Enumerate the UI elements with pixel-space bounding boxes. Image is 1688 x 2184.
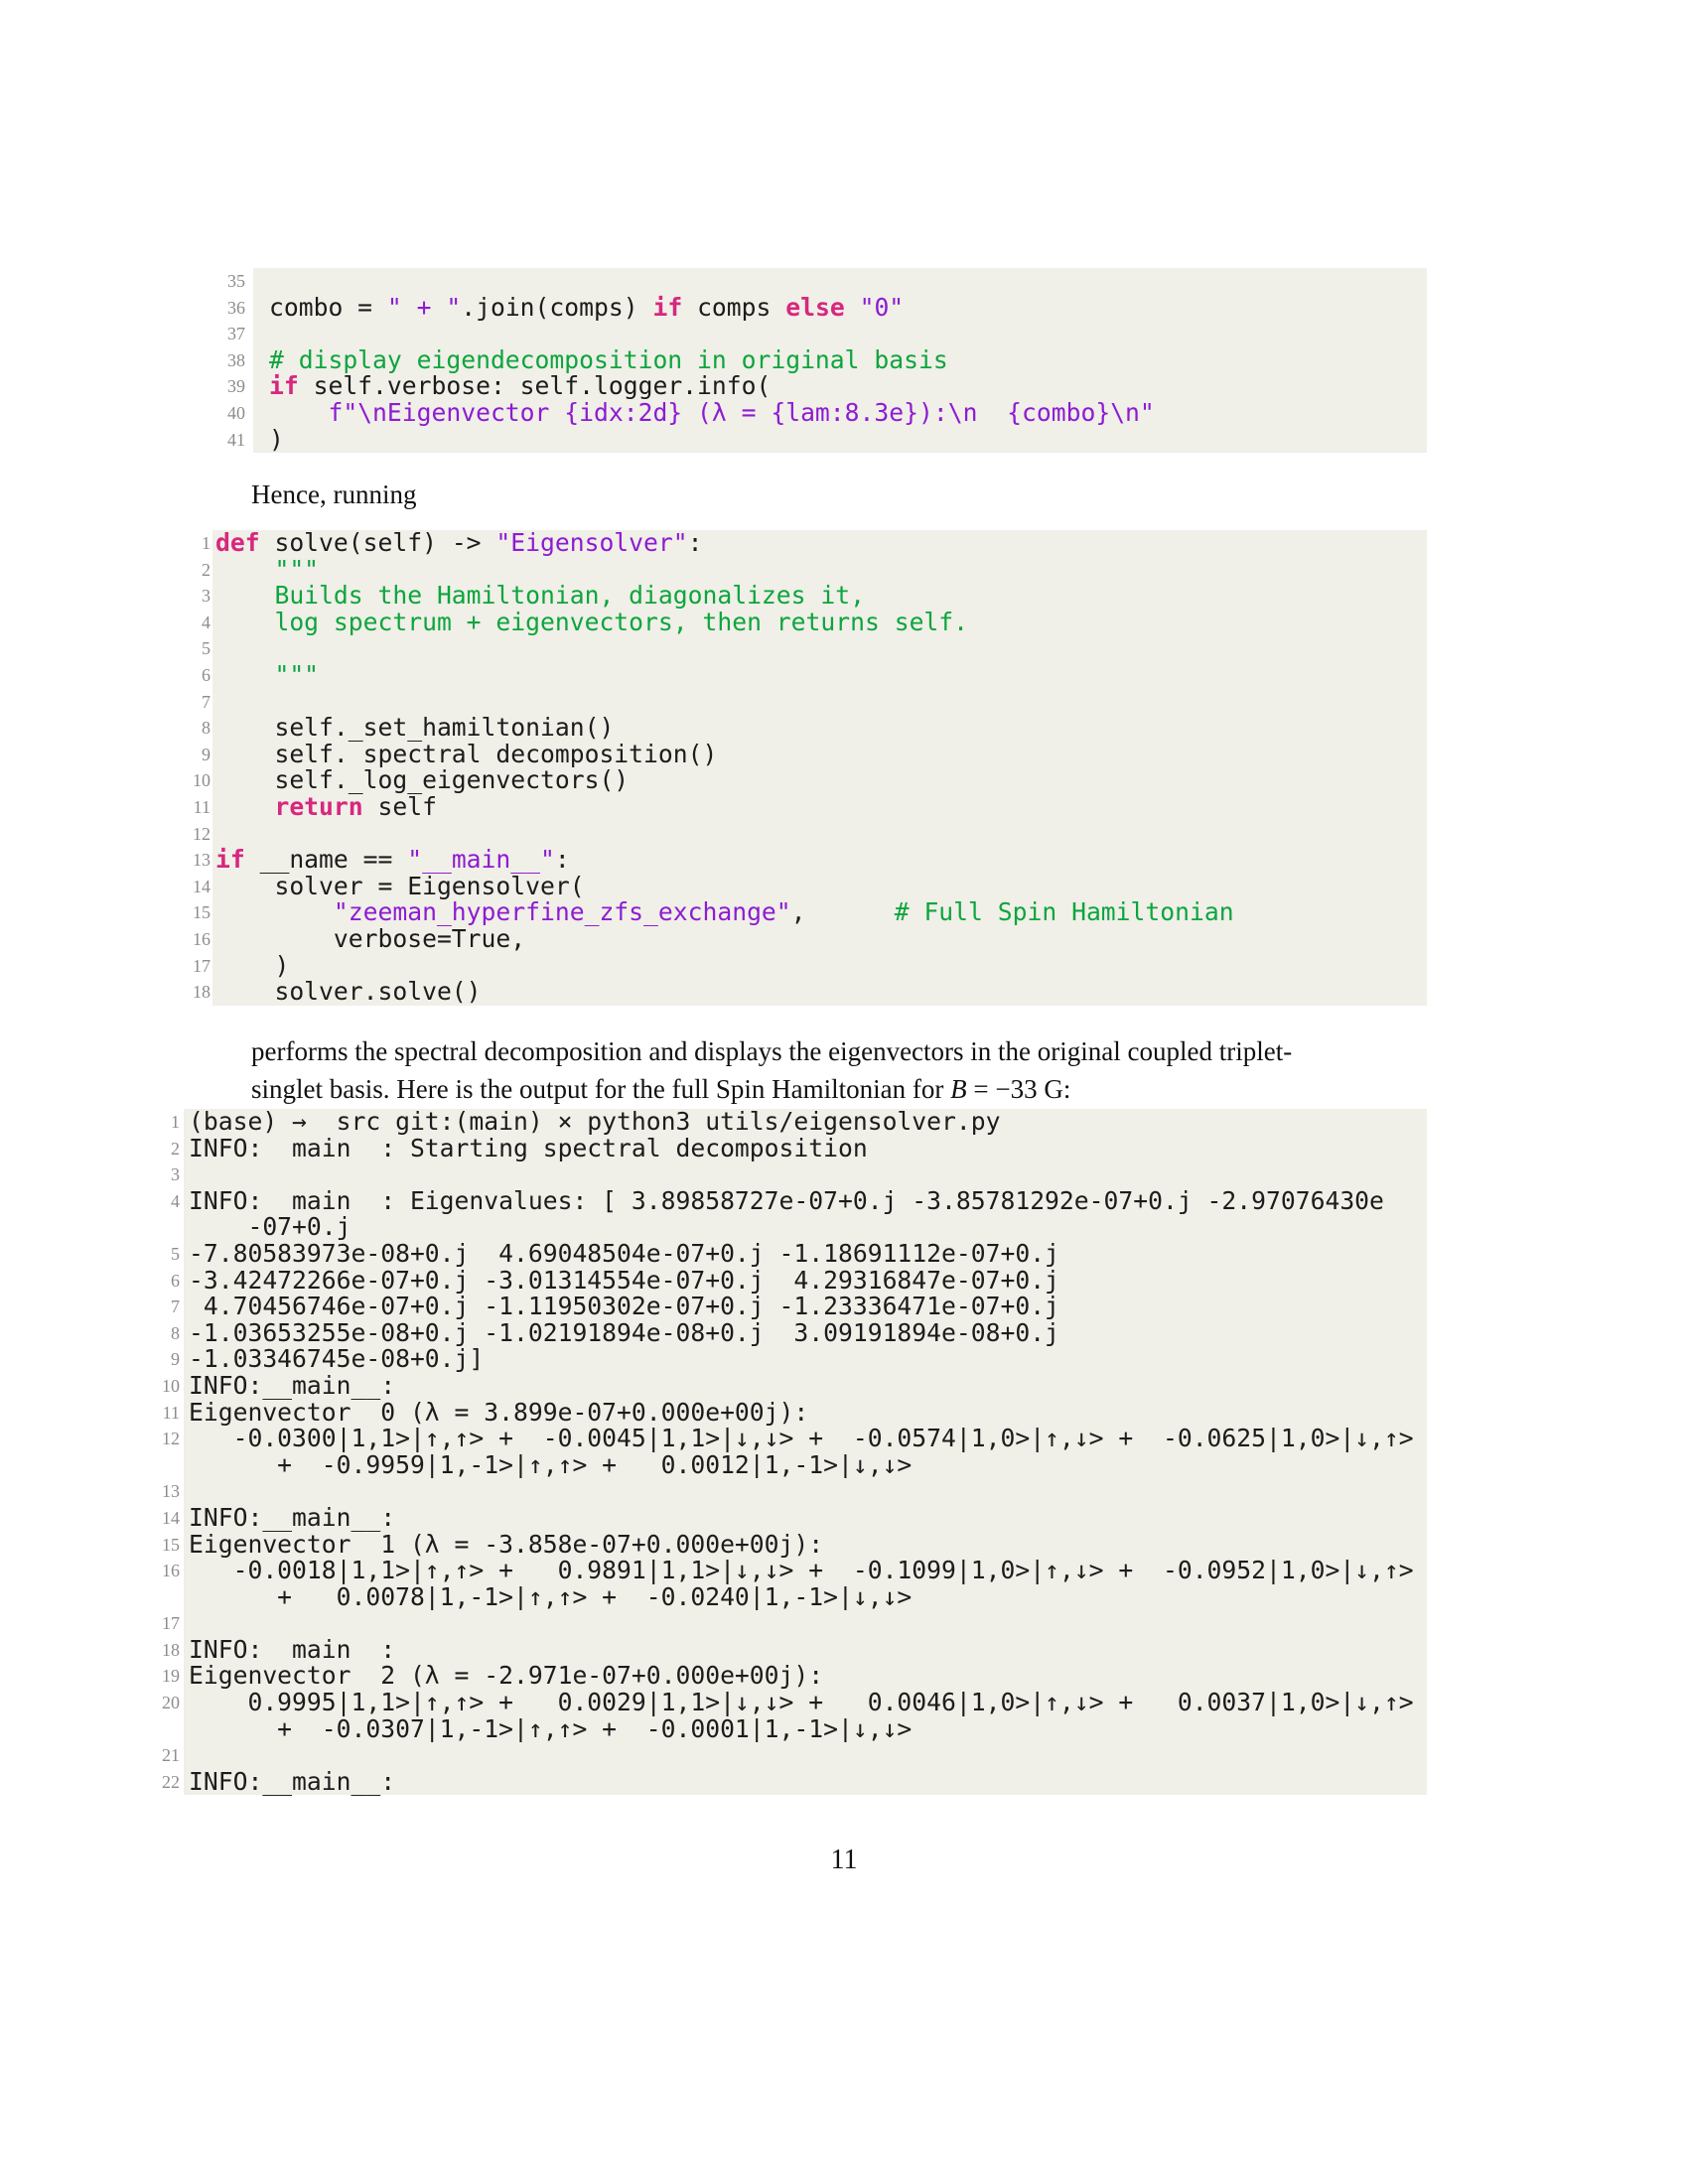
line-number: 12 <box>162 1429 180 1449</box>
code-text <box>184 1502 1427 1532</box>
code-text <box>253 424 1427 454</box>
code-token: ) <box>215 950 290 980</box>
code-token: + 0.0078|1,-1>|↑,↑> + -0.0240|1,-1>|↓,↓> <box>189 1581 913 1611</box>
line-number <box>109 1584 180 1611</box>
code-token: if <box>215 845 245 875</box>
code-block-terminal-output <box>109 1109 1427 1795</box>
code-line <box>109 1214 1427 1241</box>
line-number: 2 <box>171 1138 180 1159</box>
line-number: 18 <box>193 982 211 1003</box>
paragraph <box>251 1033 1443 1108</box>
code-text <box>212 821 1427 848</box>
code-token: ) <box>269 424 284 454</box>
code-token: INFO:__main__: Starting spectral decomposition <box>189 1133 868 1162</box>
line-number: 13 <box>193 850 211 871</box>
line-number: 6 <box>202 664 211 685</box>
code-token: , <box>790 897 895 927</box>
code-token: """ <box>215 554 320 584</box>
line-number: 2 <box>202 559 211 580</box>
line-number: 37 <box>227 324 245 344</box>
line-number: 8 <box>171 1322 180 1343</box>
code-token: return <box>274 791 363 821</box>
hence-running-text: Hence, running <box>251 479 417 509</box>
code-line <box>149 791 1427 821</box>
code-text <box>184 1317 1427 1347</box>
code-line <box>149 847 1427 874</box>
line-number: 19 <box>162 1666 180 1687</box>
line-number: 7 <box>171 1297 180 1317</box>
code-text <box>253 373 1427 400</box>
code-text <box>184 1690 1427 1716</box>
code-token: + -0.9959|1,-1>|↑,↑> + 0.0012|1,-1>|↓,↓> <box>189 1449 913 1479</box>
line-number: 13 <box>162 1481 180 1502</box>
code-token: Eigenvector 0 (λ = 3.899e-07+0.000e+00j): <box>189 1397 809 1427</box>
code-line <box>149 268 1427 295</box>
paragraph-line2-prefix: singlet basis. Here is the output for the full Spin Hamiltonian for <box>251 1073 951 1104</box>
code-token: + -0.0307|1,-1>|↑,↑> + -0.0001|1,-1>|↓,↓> <box>189 1713 913 1743</box>
code-text <box>212 767 1427 794</box>
code-token: -3.42472266e-07+0.j -3.01314554e-07+0.j 4.29316847e-07+0.j <box>189 1265 1059 1295</box>
code-token: """ <box>215 659 320 689</box>
line-number: 17 <box>193 955 211 976</box>
code-text <box>212 847 1427 874</box>
code-line <box>149 530 1427 557</box>
code-text <box>184 1742 1427 1769</box>
line-number: 10 <box>162 1375 180 1396</box>
code-token: Builds the Hamiltonian, diagonalizes it, <box>215 581 865 611</box>
code-line <box>109 1742 1427 1769</box>
line-number: 3 <box>202 586 211 607</box>
line-number: 21 <box>162 1745 180 1766</box>
line-number: 4 <box>171 1190 180 1211</box>
code-line <box>149 979 1427 1006</box>
line-number: 14 <box>162 1507 180 1528</box>
code-token: "zeeman_hyperfine_zfs_exchange" <box>333 897 791 927</box>
line-number: 11 <box>193 796 211 817</box>
code-text <box>212 899 1427 926</box>
code-text <box>253 268 1427 295</box>
code-token: solve(self) -> <box>259 528 496 557</box>
code-text <box>184 1346 1427 1373</box>
code-line <box>109 1478 1427 1505</box>
code-line <box>109 1109 1427 1136</box>
code-text <box>184 1238 1427 1268</box>
code-token: 0.9995|1,1>|↑,↑> + 0.0029|1,1>|↓,↓> + 0.0046|1,0>|↑,↓> + 0.0037|1,0>|↓,↑> <box>189 1688 1414 1717</box>
code-line <box>109 1449 1427 1479</box>
code-token: # display eigendecomposition in original basis <box>269 344 948 374</box>
code-token: INFO:__main__: <box>189 1370 396 1400</box>
code-token: self._spectral_decomposition() <box>215 739 718 768</box>
code-token: INFO:__main__: <box>189 1634 396 1664</box>
line-number: 5 <box>171 1243 180 1264</box>
code-line <box>149 923 1427 953</box>
code-line <box>109 1133 1427 1162</box>
code-token: combo = <box>269 292 387 322</box>
code-text <box>184 1265 1427 1295</box>
code-token: "__main__" <box>407 845 555 875</box>
line-number: 4 <box>202 612 211 632</box>
code-text <box>184 1370 1427 1400</box>
line-number: 15 <box>162 1534 180 1555</box>
code-line <box>149 321 1427 347</box>
code-token: Eigenvector 2 (λ = -2.971e-07+0.000e+00j): <box>189 1661 824 1691</box>
line-number: 7 <box>202 691 211 712</box>
line-number: 16 <box>193 928 211 949</box>
code-line <box>149 739 1427 768</box>
line-number: 5 <box>202 638 211 659</box>
line-number: 35 <box>227 271 245 291</box>
line-number: 40 <box>227 402 245 423</box>
code-line <box>109 1317 1427 1347</box>
code-text <box>253 321 1427 347</box>
code-text <box>212 979 1427 1006</box>
code-token: 4.70456746e-07+0.j -1.11950302e-07+0.j -1.23336471e-07+0.j <box>189 1292 1059 1321</box>
code-text <box>184 1109 1427 1136</box>
code-line <box>149 899 1427 926</box>
code-text <box>212 554 1427 584</box>
code-text <box>212 635 1427 662</box>
code-line <box>109 1581 1427 1611</box>
code-token: INFO:__main__: <box>189 1766 396 1796</box>
code-text <box>212 791 1427 821</box>
code-line <box>149 554 1427 584</box>
code-text <box>184 1713 1427 1743</box>
code-text <box>184 1161 1427 1188</box>
code-token <box>269 398 328 427</box>
code-token: Eigenvector 1 (λ = -3.858e-07+0.000e+00j): <box>189 1529 824 1559</box>
code-token: self.verbose: self.logger.info( <box>298 371 772 401</box>
code-line <box>109 1238 1427 1268</box>
code-text <box>212 715 1427 742</box>
line-number: 6 <box>171 1270 180 1291</box>
code-token: : <box>554 845 570 875</box>
code-line <box>149 767 1427 794</box>
code-text <box>212 659 1427 689</box>
code-text <box>184 1581 1427 1611</box>
code-line <box>149 689 1427 716</box>
code-text <box>184 1214 1427 1241</box>
code-text <box>212 607 1427 636</box>
code-line <box>109 1766 1427 1796</box>
code-line <box>109 1426 1427 1452</box>
code-line <box>149 344 1427 374</box>
code-text <box>253 344 1427 374</box>
line-number: 8 <box>202 718 211 739</box>
code-text <box>212 871 1427 900</box>
code-token: self <box>362 791 437 821</box>
code-token: : <box>687 528 703 557</box>
code-line <box>109 1529 1427 1559</box>
code-block-logger <box>149 268 1427 453</box>
code-text <box>184 1478 1427 1505</box>
page-number: 11 <box>830 1844 858 1875</box>
code-token: -7.80583973e-08+0.j 4.69048504e-07+0.j -1.18691112e-07+0.j <box>189 1238 1059 1268</box>
line-number: 17 <box>162 1613 180 1634</box>
code-line <box>109 1610 1427 1637</box>
code-line <box>149 635 1427 662</box>
code-token: solver.solve() <box>215 977 482 1007</box>
code-line <box>149 424 1427 454</box>
code-token <box>845 293 860 322</box>
code-token: self._log_eigenvectors() <box>215 765 630 795</box>
code-line <box>149 950 1427 980</box>
code-line <box>109 1161 1427 1188</box>
code-text <box>184 1397 1427 1427</box>
code-line <box>109 1502 1427 1532</box>
code-text <box>212 950 1427 980</box>
code-text <box>184 1294 1427 1320</box>
code-token: -07+0.j <box>189 1212 352 1242</box>
code-text <box>184 1634 1427 1664</box>
code-token: (base) → src git:(main) × python3 utils/eigensolver.py <box>189 1107 1001 1136</box>
code-line <box>109 1663 1427 1690</box>
line-number: 14 <box>193 876 211 896</box>
line-number: 12 <box>193 823 211 844</box>
code-text <box>184 1449 1427 1479</box>
code-text <box>184 1766 1427 1796</box>
code-line <box>109 1294 1427 1320</box>
code-line <box>109 1265 1427 1295</box>
line-number: 22 <box>162 1771 180 1792</box>
line-number: 1 <box>171 1112 180 1132</box>
code-line <box>109 1185 1427 1215</box>
line-number <box>109 1716 180 1743</box>
code-text <box>253 292 1427 322</box>
code-token: INFO:__main__: <box>189 1502 396 1532</box>
code-token: .join(comps) <box>461 292 653 322</box>
code-text <box>184 1529 1427 1559</box>
code-line <box>149 607 1427 636</box>
code-text <box>212 739 1427 768</box>
code-token: else <box>785 292 845 322</box>
code-token: if <box>269 371 299 401</box>
code-line <box>149 715 1427 742</box>
code-token <box>215 897 334 926</box>
code-line <box>149 871 1427 900</box>
math-variable-B: B <box>950 1073 967 1104</box>
line-number: 15 <box>193 902 211 923</box>
code-token: def <box>215 528 260 557</box>
code-text <box>212 530 1427 557</box>
code-token: # Full Spin Hamiltonian <box>894 897 1234 927</box>
code-token: __name == <box>244 845 408 875</box>
paragraph-line2-suffix: = −33 G: <box>966 1073 1071 1104</box>
line-number: 20 <box>162 1693 180 1713</box>
code-token: -0.0018|1,1>|↑,↑> + 0.9891|1,1>|↓,↓> + -0.1099|1,0>|↑,↓> + -0.0952|1,0>|↓,↑> <box>189 1556 1414 1585</box>
code-text <box>212 923 1427 953</box>
code-text <box>184 1185 1427 1215</box>
line-number: 9 <box>202 744 211 764</box>
code-token <box>215 792 274 821</box>
code-line <box>149 821 1427 848</box>
code-block-solve <box>149 530 1427 1006</box>
code-token: f"\nEigenvector {idx:2d} (λ = {lam:8.3e}):\n {combo}\n" <box>328 397 1155 427</box>
code-token: log spectrum + eigenvectors, then returns self. <box>215 607 969 636</box>
code-line <box>149 373 1427 400</box>
code-text <box>212 689 1427 716</box>
code-token: self._set_hamiltonian() <box>215 713 615 743</box>
code-text <box>184 1426 1427 1452</box>
code-token: solver = Eigensolver( <box>215 871 585 900</box>
code-token: if <box>652 292 683 322</box>
line-number: 10 <box>193 770 211 791</box>
line-number: 16 <box>162 1561 180 1581</box>
line-number: 3 <box>171 1164 180 1185</box>
line-number: 9 <box>171 1349 180 1370</box>
code-text <box>212 583 1427 610</box>
line-number: 36 <box>227 297 245 318</box>
code-token: -0.0300|1,1>|↑,↑> + -0.0045|1,1>|↓,↓> + -0.0574|1,0>|↑,↓> + -0.0625|1,0>|↓,↑> <box>189 1424 1414 1453</box>
code-line <box>109 1346 1427 1373</box>
code-line <box>109 1397 1427 1427</box>
code-line <box>149 659 1427 689</box>
code-text <box>184 1610 1427 1637</box>
code-text <box>184 1558 1427 1584</box>
code-token: comps <box>682 292 786 322</box>
line-number: 11 <box>162 1402 180 1423</box>
code-token: "Eigensolver" <box>495 528 688 557</box>
code-token: "0" <box>859 292 905 322</box>
line-number: 41 <box>227 429 245 450</box>
code-line <box>149 292 1427 322</box>
code-token: INFO:__main__: Eigenvalues: [ 3.89858727e-07+0.j -3.85781292e-07+0.j -2.97076430e <box>189 1185 1384 1215</box>
code-token: -1.03346745e-08+0.j] <box>189 1344 485 1374</box>
code-line <box>109 1713 1427 1743</box>
code-text <box>253 397 1427 427</box>
paragraph-line1: performs the spectral decomposition and displays the eigenvectors in the original coupled triplet- <box>251 1036 1293 1066</box>
line-number: 18 <box>162 1639 180 1660</box>
code-text <box>184 1133 1427 1162</box>
code-line <box>109 1690 1427 1716</box>
code-line <box>109 1370 1427 1400</box>
code-token: -1.03653255e-08+0.j -1.02191894e-08+0.j 3.09191894e-08+0.j <box>189 1317 1059 1347</box>
line-number: 39 <box>227 376 245 397</box>
line-number <box>109 1452 180 1479</box>
line-number: 38 <box>227 349 245 370</box>
code-line <box>109 1558 1427 1584</box>
code-line <box>149 397 1427 427</box>
line-number: 1 <box>202 533 211 553</box>
code-line <box>109 1634 1427 1664</box>
code-text <box>184 1663 1427 1690</box>
line-number <box>109 1214 180 1241</box>
code-token: verbose=True, <box>215 923 526 953</box>
code-token: " + " <box>386 292 462 322</box>
code-line <box>149 583 1427 610</box>
